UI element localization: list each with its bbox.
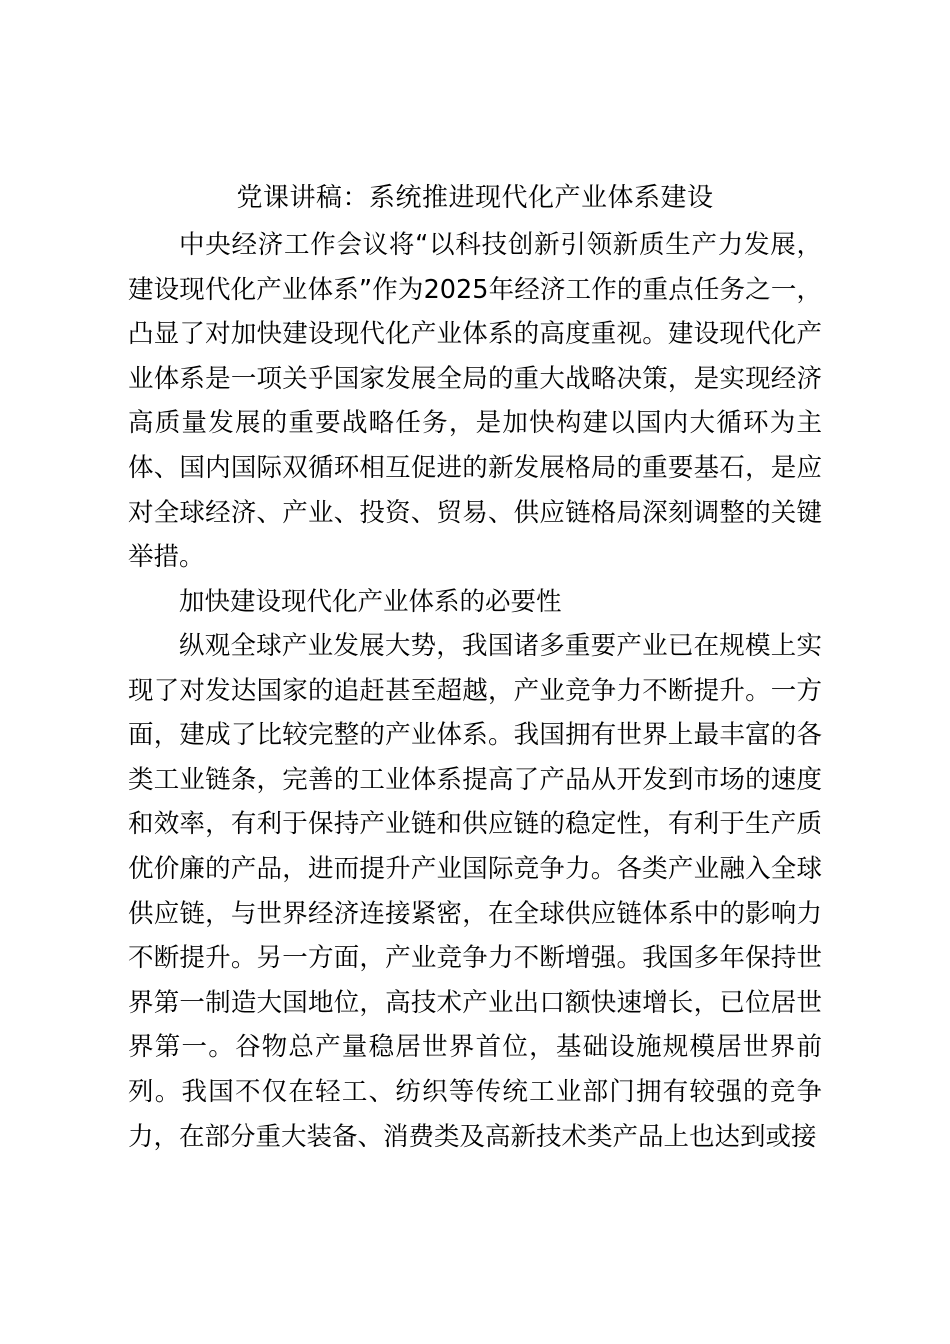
section-heading: 加快建设现代化产业体系的必要性 [179, 587, 562, 617]
document-title: 党课讲稿：系统推进现代化产业体系建设 [236, 183, 714, 213]
paragraph-necessity: 纵观全球产业发展大势，我国诸多重要产业已在规模上实现了对发达国家的追赶甚至超越，产业竞争力不断提升。一方面，建成了比较完整的产业体系。我国拥有世界上最丰富的各类工业链条，完善的工业体系提高了产品从开发到市场的速度和效率，有利于保持产业链和供应链的稳定性，有利于生产质优价廉的产品，进而提升产业国际竞争力。各类产业融入全球供应链，与世界经济连接紧密，在全球供应链体系中的影响力不断提升。另一方面，产业竞争力不断增强。我国多年保持世界第一制造大国地位，高技术产业出口额快速增长，已位居世界第一。谷物总产量稳居世界首位，基础设施规模居世界前列。我国不仅在轻工、纺织等传统工业部门拥有较强的竞争力，在部分重大装备、消费类及高新技术类产品上也达到或接 [128, 631, 822, 1152]
paragraph-intro: 中央经济工作会议将“以科技创新引领新质生产力发展，建设现代化产业体系”作为2025年经济工作的重点任务之一，凸显了对加快建设现代化产业体系的高度重视。建设现代化产业体系是一项关乎国家发展全局的重大战略决策，是实现经济高质量发展的重要战略任务，是加快构建以国内大循环为主体、国内国际双循环相互促进的新发展格局的重要基石，是应对全球经济、产业、投资、贸易、供应链格局深刻调整的关键举措。 [128, 230, 822, 573]
